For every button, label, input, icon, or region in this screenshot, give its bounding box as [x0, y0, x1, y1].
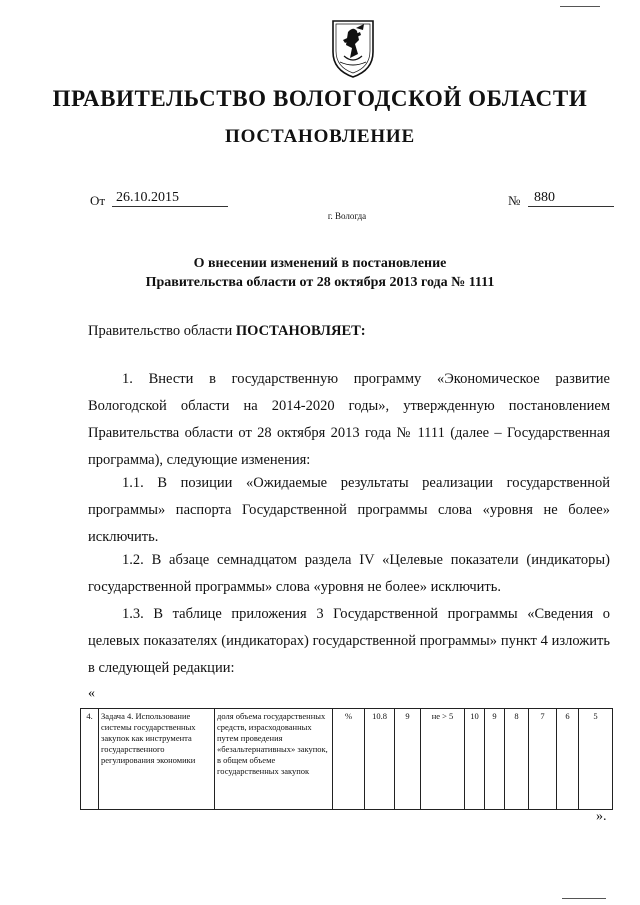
cell-value-1: 10.8: [365, 709, 395, 810]
scan-artifact-top: [560, 6, 600, 7]
cell-value-6: 8: [505, 709, 529, 810]
coat-of-arms-icon: [330, 18, 376, 80]
cell-value-2: 9: [395, 709, 421, 810]
heading-line-2: Правительства области от 28 октября 2013 года № 1111: [145, 275, 495, 290]
government-title: ПРАВИТЕЛЬСТВО ВОЛОГОДСКОЙ ОБЛАСТИ: [52, 86, 588, 111]
heading-line-1: О внесении изменений в постановление: [193, 256, 447, 271]
cell-indicator: доля объема государственных средств, израсходованных путем проведения «безальтернативных» закупок, в общем объеме государственных закупок: [215, 709, 333, 810]
intro-paragraph: [88, 318, 610, 345]
paragraph-1: 1. Внести в государственную программу «Экономическое развитие Вологодской области на 2014-2020 годы», утвержденную постановлением Правительства области от 28 октября 2013 года № 1111 (далее – Государственная программа), следующие изменения:: [88, 371, 610, 468]
cell-num: 4.: [81, 709, 99, 810]
scan-artifact-bottom: [562, 898, 606, 899]
paragraph-1-2: 1.2. В абзаце семнадцатом раздела IV «Целевые показатели (индикаторы) государственной программы» слова «уровня не более» исключить.: [88, 552, 610, 595]
date-prefix: От: [90, 193, 106, 208]
intro-bold: ПОСТАНОВЛЯЕТ:: [235, 323, 366, 339]
cell-task: Задача 4. Использование системы государственных закупок как инструмента государственного регулирования экономики: [99, 709, 215, 810]
document-date: 26.10.2015: [112, 189, 228, 207]
cell-value-7: 7: [529, 709, 557, 810]
cell-value-5: 9: [485, 709, 505, 810]
paragraph-1-1: 1.1. В позиции «Ожидаемые результаты реализации государственной программы» паспорта Государственной программы слова «уровня не более» исключить.: [88, 475, 610, 545]
document-number: 880: [528, 189, 614, 207]
cell-value-4: 10: [465, 709, 485, 810]
number-prefix: №: [508, 193, 521, 208]
cell-value-3: не > 5: [421, 709, 465, 810]
intro-text: Правительство области: [88, 323, 236, 339]
quote-open: «: [88, 686, 95, 701]
paragraph-1-3: 1.3. В таблице приложения 3 Государственной программы «Сведения о целевых показателях (индикаторах) государственной программы» пункт 4 изложить в следующей редакции:: [88, 606, 610, 676]
city: г. Вологда: [327, 211, 367, 221]
cell-value-8: 6: [557, 709, 579, 810]
document-type: ПОСТАНОВЛЕНИЕ: [225, 126, 415, 147]
cell-unit: %: [333, 709, 365, 810]
table-row: [81, 709, 613, 810]
indicator-table: [80, 708, 613, 810]
cell-value-9: 5: [579, 709, 613, 810]
quote-close: ».: [596, 809, 607, 824]
